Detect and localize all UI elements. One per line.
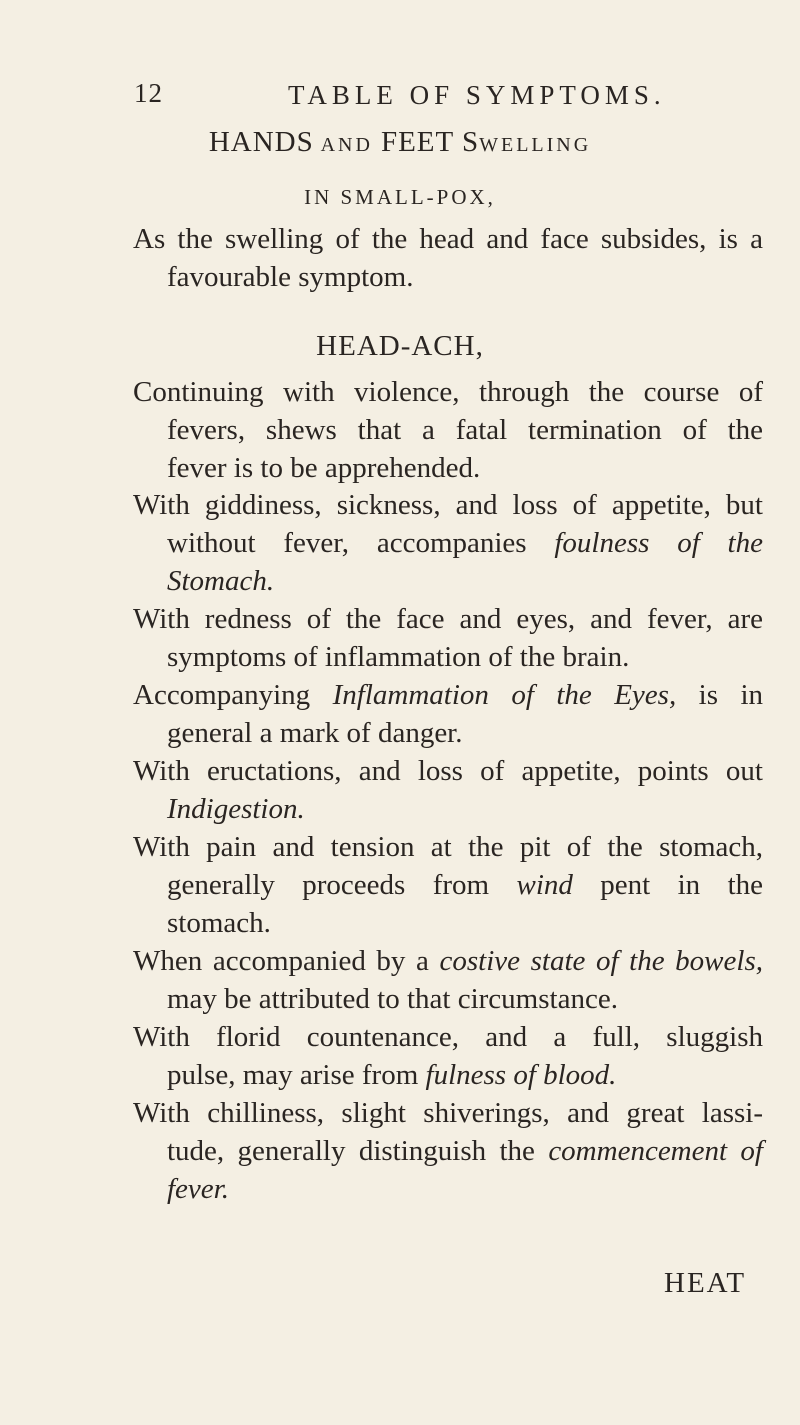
section-heading-head-ach: HEAD-ACH,	[316, 330, 484, 362]
entry-swelling-subsides: As the swelling of the head and face subsides, is a favourable symptom.	[133, 223, 763, 293]
entry-giddiness: With giddiness, sickness, and loss of appetite, but without fever, accompanies foulness of the Stomach.	[133, 489, 763, 597]
running-head	[134, 78, 774, 118]
running-title: TABLE OF SYMPTOMS.	[288, 80, 666, 110]
section-heading-hands-and-feet: HANDS AND FEET SWELLING	[208, 126, 592, 158]
entry-costive-state: When accompanied by a costive state of the bowels, may be attributed to that circumstance.	[133, 945, 763, 1015]
entry-inflammation-eyes: Accompanying Inflammation of the Eyes, is in general a mark of danger.	[133, 679, 764, 749]
entry-chilliness: With chilliness, slight shiverings, and great lassi- tude, generally distinguish the commencement of fever.	[133, 1097, 763, 1205]
catchword: HEAT	[664, 1267, 747, 1299]
entry-redness: With redness of the face and eyes, and fever, are symptoms of inflammation of the brain.	[133, 603, 763, 673]
entry-florid-countenance: With florid countenance, and a full, sluggish pulse, may arise from fulness of blood.	[133, 1021, 763, 1091]
entry-continuing-violence: Continuing with violence, through the course of fevers, shews that a fatal termination of the fever is to be apprehended.	[133, 376, 763, 484]
entry-pain-tension: With pain and tension at the pit of the stomach, generally proceeds from wind pent in the stomach.	[133, 831, 763, 939]
page-number: 12	[134, 78, 163, 108]
section-subheading: IN SMALL-POX,	[304, 185, 496, 209]
entry-eructations: With eructations, and loss of appetite, points out Indigestion.	[133, 755, 763, 825]
